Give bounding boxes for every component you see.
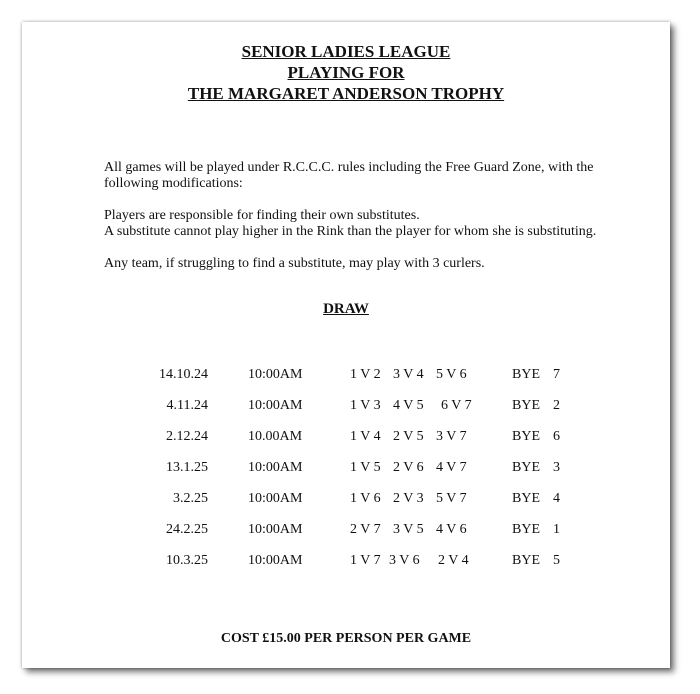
page-title [22, 41, 670, 104]
draw-match-2: 2 V 5 [393, 429, 424, 444]
rules-paragraph: All games will be played under R.C.C.C. rules including the Free Guard Zone, with the following modifications: [104, 160, 594, 191]
draw-time: 10:00AM [248, 460, 303, 475]
title-line-playing-for: PLAYING FOR [287, 63, 405, 82]
draw-match-3: 2 V 4 [438, 553, 469, 568]
draw-match-3: 5 V 7 [436, 491, 467, 506]
draw-date: 13.1.25 [166, 460, 208, 475]
draw-bye-team: 1 [553, 522, 560, 537]
substitutes-paragraph [104, 208, 624, 240]
draw-bye-team: 5 [553, 553, 560, 568]
draw-time: 10:00AM [248, 553, 303, 568]
draw-bye-label: BYE [512, 553, 540, 568]
draw-match-3: 3 V 7 [436, 429, 467, 444]
cost-note: COST £15.00 PER PERSON PER GAME [220, 631, 472, 646]
draw-match-3: 5 V 6 [436, 367, 467, 382]
draw-match-1: 1 V 4 [350, 429, 381, 444]
title-line-trophy: THE MARGARET ANDERSON TROPHY [187, 84, 505, 103]
draw-row [22, 429, 670, 460]
draw-row [22, 367, 670, 398]
draw-match-1: 1 V 2 [350, 367, 381, 382]
draw-match-2: 3 V 5 [393, 522, 424, 537]
substitutes-line-1: Players are responsible for finding their own substitutes. [104, 208, 420, 223]
draw-match-3: 6 V 7 [441, 398, 472, 413]
draw-match-1: 2 V 7 [350, 522, 381, 537]
draw-bye-team: 3 [553, 460, 560, 475]
draw-row [22, 553, 670, 584]
draw-heading: DRAW [323, 301, 369, 317]
draw-match-2: 2 V 6 [393, 460, 424, 475]
draw-bye-label: BYE [512, 491, 540, 506]
draw-table [22, 367, 670, 584]
three-curlers-paragraph: Any team, if struggling to find a substitute, may play with 3 curlers. [104, 256, 485, 271]
draw-row [22, 460, 670, 491]
draw-match-1: 1 V 3 [350, 398, 381, 413]
draw-time: 10:00AM [248, 398, 303, 413]
draw-date: 3.2.25 [173, 491, 208, 506]
draw-row [22, 522, 670, 553]
draw-match-2: 2 V 3 [393, 491, 424, 506]
draw-match-1: 1 V 7 [350, 553, 381, 568]
draw-match-2: 4 V 5 [393, 398, 424, 413]
draw-bye-team: 4 [553, 491, 560, 506]
document-page [22, 22, 670, 668]
draw-bye-label: BYE [512, 367, 540, 382]
draw-time: 10:00AM [248, 491, 303, 506]
substitutes-line-2: A substitute cannot play higher in the Rink than the player for whom she is substituting. [104, 224, 597, 239]
draw-match-3: 4 V 6 [436, 522, 467, 537]
draw-time: 10.00AM [248, 429, 303, 444]
draw-bye-label: BYE [512, 460, 540, 475]
draw-date: 4.11.24 [166, 398, 208, 413]
draw-bye-label: BYE [512, 398, 540, 413]
draw-time: 10:00AM [248, 522, 303, 537]
draw-bye-team: 6 [553, 429, 560, 444]
draw-bye-label: BYE [512, 522, 540, 537]
draw-match-2: 3 V 4 [393, 367, 424, 382]
draw-match-1: 1 V 5 [350, 460, 381, 475]
draw-row [22, 398, 670, 429]
draw-date: 10.3.25 [166, 553, 208, 568]
draw-bye-label: BYE [512, 429, 540, 444]
draw-date: 14.10.24 [159, 367, 208, 382]
draw-match-3: 4 V 7 [436, 460, 467, 475]
draw-date: 2.12.24 [166, 429, 208, 444]
draw-bye-team: 2 [553, 398, 560, 413]
draw-match-2: 3 V 6 [389, 553, 420, 568]
title-line-league: SENIOR LADIES LEAGUE [241, 42, 451, 61]
draw-row [22, 491, 670, 522]
draw-match-1: 1 V 6 [350, 491, 381, 506]
draw-date: 24.2.25 [166, 522, 208, 537]
draw-bye-team: 7 [553, 367, 560, 382]
draw-time: 10:00AM [248, 367, 303, 382]
